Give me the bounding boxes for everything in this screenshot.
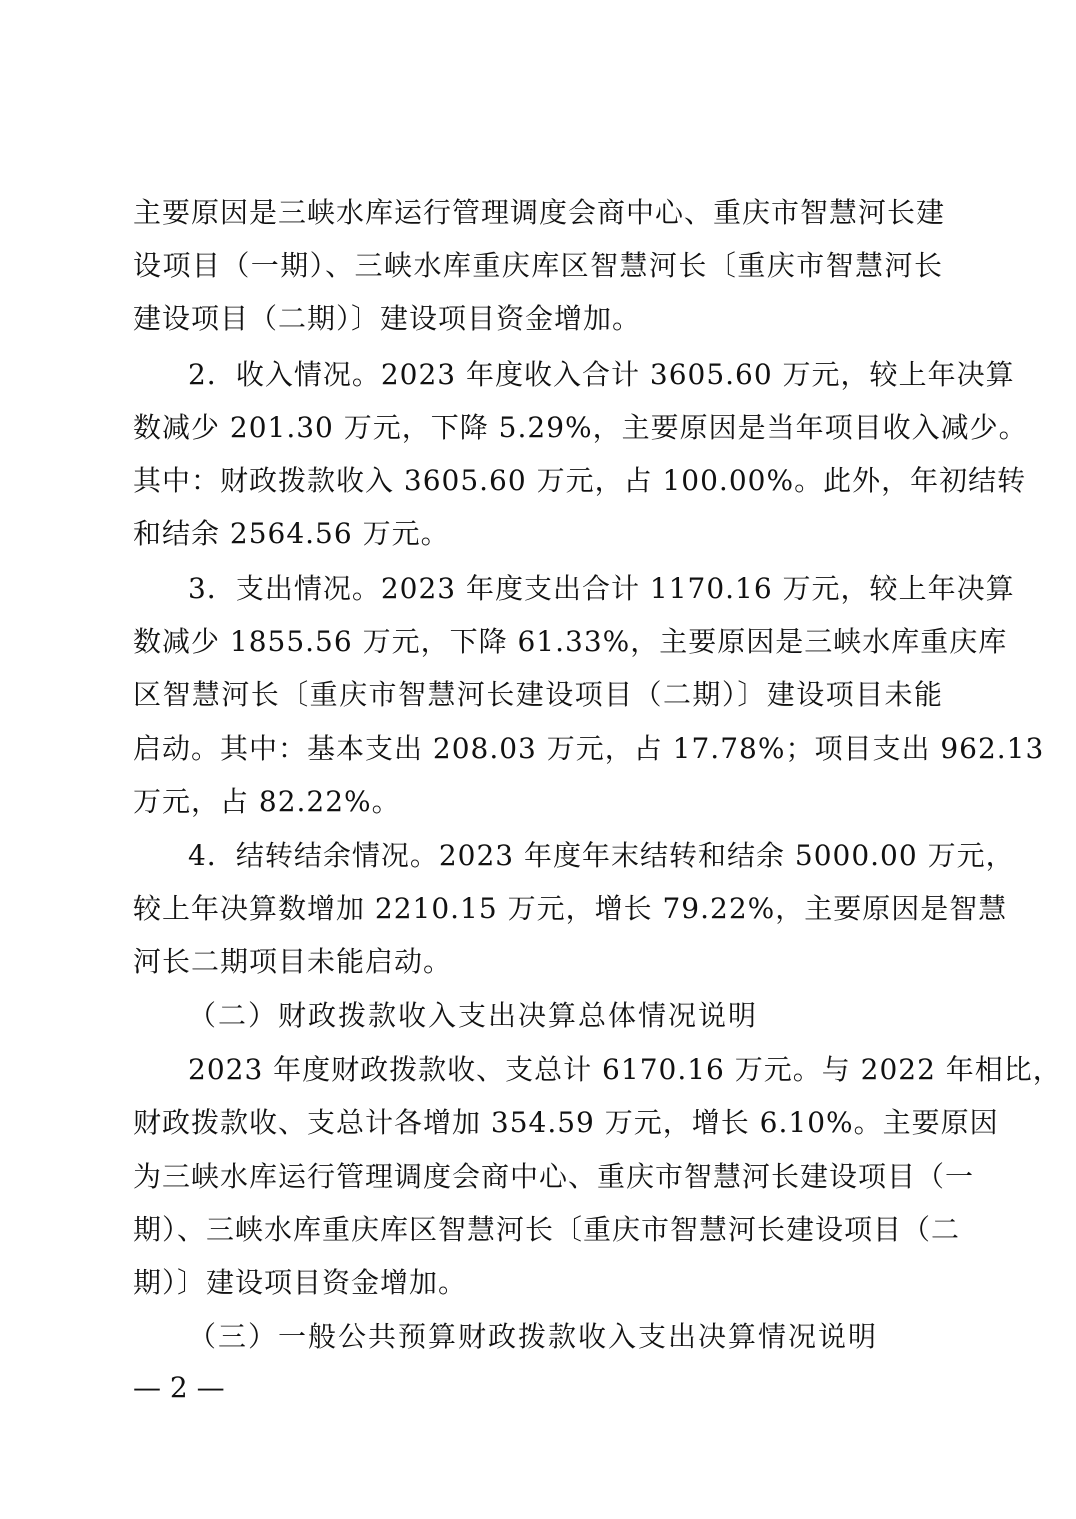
body-text-line: 为三峡水库运行管理调度会商中心、重庆市智慧河长建设项目（一 [133, 1160, 975, 1193]
body-text-line: 较上年决算数增加 2210.15 万元，增长 79.22%，主要原因是智慧 [133, 892, 1008, 925]
body-text-line: 数减少 1855.56 万元，下降 61.33%，主要原因是三峡水库重庆库 [133, 625, 1008, 658]
body-text-line: 期）〕建设项目资金增加。 [133, 1266, 468, 1299]
body-text-line: 2．收入情况。2023 年度收入合计 3605.60 万元，较上年决算 [188, 358, 1015, 391]
page-number: — 2 — [133, 1371, 225, 1404]
section-heading: （三）一般公共预算财政拨款收入支出决算情况说明 [188, 1320, 879, 1353]
body-text-line: 其中：财政拨款收入 3605.60 万元，占 100.00%。此外，年初结转 [133, 464, 1027, 497]
body-text-line: 启动。其中：基本支出 208.03 万元，占 17.78%；项目支出 962.13 [133, 732, 1045, 765]
body-text-line: 4．结转结余情况。2023 年度年末结转和结余 5000.00 万元， [188, 839, 1015, 872]
section-heading: （二）财政拨款收入支出决算总体情况说明 [188, 999, 759, 1032]
body-text-line: 2023 年度财政拨款收、支总计 6170.16 万元。与 2022 年相比， [188, 1053, 1062, 1086]
body-text-line: 区智慧河长〔重庆市智慧河长建设项目（二期）〕建设项目未能 [133, 678, 943, 711]
body-text-line: 设项目（一期）、三峡水库重庆库区智慧河长〔重庆市智慧河长 [133, 249, 943, 282]
body-text-line: 万元，占 82.22%。 [133, 785, 401, 818]
body-text-line: 和结余 2564.56 万元。 [133, 517, 450, 550]
body-text-line: 3．支出情况。2023 年度支出合计 1170.16 万元，较上年决算 [188, 572, 1015, 605]
body-text-line: 建设项目（二期）〕建设项目资金增加。 [133, 302, 642, 335]
body-text-line: 数减少 201.30 万元，下降 5.29%，主要原因是当年项目收入减少。 [133, 411, 1028, 444]
body-text-line: 财政拨款收、支总计各增加 354.59 万元，增长 6.10%。主要原因 [133, 1106, 999, 1139]
body-text-line: 期）、三峡水库重庆库区智慧河长〔重庆市智慧河长建设项目（二 [133, 1213, 961, 1246]
body-text-line: 主要原因是三峡水库运行管理调度会商中心、重庆市智慧河长建 [133, 196, 946, 229]
body-text-line: 河长二期项目未能启动。 [133, 945, 453, 978]
